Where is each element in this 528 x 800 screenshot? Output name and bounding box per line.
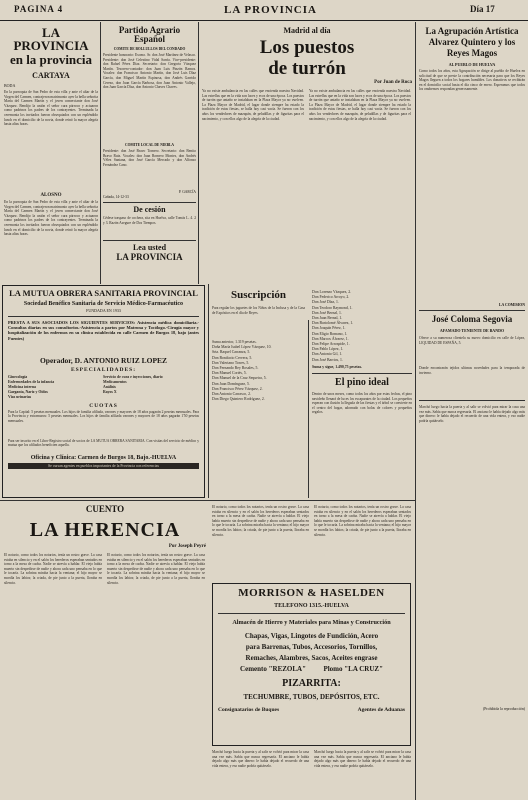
place-name: CARTAYA [32, 71, 70, 80]
ad-product: PIZARRITA: [282, 678, 341, 689]
ad-subtitle: AFAMADO TENIENTE DE BANDO [439, 328, 505, 333]
divider [419, 310, 525, 311]
ad-founded: FUNDADA EN 1933 [86, 307, 121, 313]
headline: de turrón [268, 58, 346, 79]
donor-entry: Don Antonio Gil, 1. [312, 352, 343, 357]
article-body: Ya no existe ambulancia en las calles que encienda nuestra Navidad. Las estrellas que en la vida son luces y ecos de una época. Los puestos de turrón que antaño se instalaban en la Plaza Mayor ya no vuelven. La Plaza Mayor de Madrid, el lugar donde siempre ha estado la tradición de estas fiestas, se halla hoy casi vacía. Se fueron con los años los vendedores de mazapán, de peladillas y de figuritas para el nacimiento, y con ellos algo de la alegría de la ciudad. [202, 89, 304, 121]
divider [419, 400, 525, 401]
ad-line: para Barrenas, Tubos, Accesorios, Tornillos, [245, 643, 378, 651]
specialty-item: Medicina interna [8, 384, 36, 389]
article-body: El notario, como todos los notarios, tenía un rostro grave. La casa estaba en silencio y en el salón los herederos esperaban sentados en torno a la mesa de caoba. Nadie se atrevía a hablar. El viejo había muerto sin despedirse de nadie y ahora cada uno pensaba en lo que le tocaría. La sobrina miraba hacia la ventana; el hijo mayor se mordía los labios; la criada, de pie junto a la puerta, lloraba en silencio. [314, 505, 411, 537]
headline: en la provincia [9, 52, 93, 67]
specialty-item: Vías urinarias [8, 395, 32, 400]
ad-section-title: ESPECIALIDADES: [70, 366, 137, 373]
article-body: En la parroquia de San Pedro de esta villa y ante el altar de la Virgen del Carmen, contrajeron matrimonio ayer la bella señorita María del Carmen Martín y el joven comerciante don José Vázquez. Bendijo la unión el señor cura párroco y actuaron como padrinos los padres de los contrayentes. Terminada la ceremonia los invitados fueron obsequiados con un espléndido lunch en el domicilio de la novia, donde reinó la mayor alegría hasta altas horas. [4, 200, 98, 237]
donor-column-2 [312, 290, 412, 444]
donor-entry: Don José Barrios, 1. [312, 357, 343, 362]
byline: Por Joseph Peyré [168, 544, 206, 549]
promo-line: Lea usted [132, 243, 167, 252]
donor-entry: Don Federico Arroyo, 2. [312, 295, 350, 300]
col1-article [4, 26, 98, 288]
donor-list [212, 340, 305, 402]
donor-entry: Don Antonio Carrasco, 2. [212, 392, 251, 397]
col5-article [419, 26, 525, 711]
headline: LA HERENCIA [29, 519, 181, 541]
cuento-continued [212, 505, 412, 577]
kicker: Madrid al día [283, 26, 331, 35]
donor-entry: Don Bartolomé Álvarez, 1. [312, 321, 354, 326]
article-columns [4, 553, 206, 793]
donor-entry: Don Lorenzo Vázquez, 2. [312, 290, 352, 294]
specialties-left [8, 375, 98, 401]
col2-article [103, 26, 196, 262]
subhead: COMITE DE BOLLULLOS DEL CONDADO [113, 47, 186, 51]
ad-notice: PRESTA A SUS ASOCIADOS LOS SIGUIENTES SERVICIOS: Asistencia médica domiciliaria.-Consultas diarias en sus consultorios.-Asistencia a partos por Matrona y Tocólogo.-Cirugía mayor y hospitalización de los enfermos en su clínica establecida en calle Carmen de Burgos 18, bajo (antes Fuentes) [8, 319, 199, 341]
article-body: El notario, como todos los notarios, tenía un rostro grave. La casa estaba en silencio y en el salón los herederos esperaban sentados en torno a la mesa de caoba. Nadie se atrevía a hablar. El viejo había muerto sin despedirse de nadie y ahora cada uno pensaba en lo que le tocaría. La sobrina miraba hacia la ventana; el hijo mayor se mordía los labios; la criada, de pie junto a la puerta, lloraba en silencio. [4, 553, 102, 585]
ad-body: Ofrece a su numerosa clientela su nuevo domicilio en calle de López, LIQUIDAD DE ESPAÑA, 5. [419, 336, 525, 345]
donor-entry: Don Felipe Arrospide, 1. [312, 342, 350, 347]
donor-entry: Don Diego Quintero Rodríguez, 2. [212, 397, 265, 402]
donor-entry: Don Francisco Pérez Vázquez, 2. [212, 386, 263, 391]
ad-title: MORRISON & HASELDEN [238, 587, 385, 599]
donor-entry: Srta. Raquel Carranza, 5. [212, 350, 251, 355]
signature: LA COMISION [498, 303, 525, 307]
page-header [0, 0, 528, 21]
ad-footer [218, 707, 405, 713]
ad-title: José Coloma Segovia [431, 314, 513, 324]
date-label: Día 17 [470, 4, 495, 14]
donor-entry: Don Juan Domínguez, 5. [212, 381, 250, 386]
ad-fees: Para la Capital: 5 pesetas mensuales. Los hijos de familia afiliada, varones y mayores de 18 años pagarán 2 pesetas mensuales. Para la Provincia y extramuros: 5 pesetas mensuales. Los hijos de familia afiliada varones y mayores de 18 años pagarán 1'50 pesetas mensuales. [8, 409, 199, 423]
article-body: Ya no existe ambulancia en las calles que encienda nuestra Navidad. Las estrellas que en la vida son luces y ecos de una época. Los puestos de turrón que antaño se instalaban en la Plaza Mayor ya no vuelven. La Plaza Mayor de Madrid, el lugar donde siempre ha estado la tradición de estas fiestas, se halla hoy casi vacía. Se fueron con los años los vendedores de mazapán, de peladillas y de figuritas para el nacimiento, y con ellos algo de la alegría de la ciudad. [309, 89, 411, 121]
donor-entry: Don Eligio Romano, 1. [312, 331, 348, 336]
signature: P. GARCÍA [178, 190, 196, 194]
dateline: Cañada, 14-12-33 [103, 195, 129, 199]
article-body: Marchó luego hacia la puerta y al salir se volvió para mirar la casa una vez más. Sabía que nunca regresaría. El anciano le había dejado algo más que dinero: le había dejado el recuerdo de una vida entera, y eso nadie podría quitárselo. [314, 750, 411, 768]
donor-entry: Don Bonifacio Cervera, 5. [212, 355, 253, 360]
place-name: ALOSNO [40, 193, 62, 198]
ad-tagline: Almacén de Hierro y Materiales para Minas y Construcción [232, 619, 391, 626]
article-columns [202, 89, 412, 267]
article-body: En la parroquia de San Pedro de esta villa y ante el altar de la Virgen del Carmen, contrajeron matrimonio ayer la bella señorita María del Carmen Martín y el joven comerciante don José Vázquez. Bendijo la unión el señor cura párroco y actuaron como padrinos los padres de los contrayentes. Terminada la ceremonia los invitados fueron obsequiados con un espléndido lunch en el domicilio de la novia, donde reinó la mayor alegría hasta altas horas. [4, 90, 98, 127]
donor-entry: Don Teodoro Raymond, 1. [312, 305, 353, 310]
ad-footer: Se cursan agentes en pueblos importantes de la Provincia con referencias [8, 463, 199, 469]
donor-entry: Doña María Isabel López Vázquez, 10. [212, 345, 272, 350]
specialty-item: Ginecología [8, 374, 28, 379]
credit-note: (Prohibida la reproducción) [483, 707, 525, 711]
column-rule [208, 284, 209, 498]
article-body: El notario, como todos los notarios, tenía un rostro grave. La casa estaba en silencio y en el salón los herederos esperaban sentados en torno a la mesa de caoba. Nadie se atrevía a hablar. El viejo había muerto sin despedirse de nadie y ahora cada uno pensaba en lo que le tocaría. La sobrina miraba hacia la ventana; el hijo mayor se mordía los labios; la criada, de pie junto a la puerta, lloraba en silencio. [212, 505, 309, 537]
subhead: BODA [4, 83, 16, 88]
divider [8, 316, 199, 317]
donor-entry: Don Manuel de la Cruz Sequeira, 5. [212, 376, 267, 381]
specialty-item: Garganta, Nariz y Oídos [8, 390, 48, 395]
cuento-article [4, 505, 206, 793]
ad-line: Chapas, Vigas, Lingotes de Fundición, Acero [244, 632, 379, 640]
column-rule [308, 320, 309, 498]
headline: La Agrupación Artística Alvarez Quintero y los Reyes Magos [425, 26, 519, 58]
divider [0, 500, 415, 501]
donor-entry: Don Marcos Álvarez, 1. [312, 336, 349, 341]
subhead: COMITE LOCAL DE NIEBLA [124, 143, 175, 147]
specialties-right [103, 375, 199, 401]
ad-subtitle: Sociedad Benéfico Sanitaria de Servicio Médico-Farmacéutico [23, 300, 184, 307]
donor-entry: Don Fernando Rey Rosales, 5. [212, 366, 259, 371]
article-body: Marchó luego hacia la puerta y al salir se volvió para mirar la casa una vez más. Sabía que nunca regresaría. El anciano le había dejado algo más que dinero: le había dejado el recuerdo de una vida entera, y eso nadie podría quitárselo. [212, 750, 309, 768]
column-rule [415, 22, 416, 800]
article-body: Dentro de unos meses, como todos los años por estas fechas, el pino navideño llenará de luces los escaparates de la ciudad. Los pequeños esperan con ilusión la llegada de las fiestas y el árbol se convierte en el centro del hogar, adornado con bolas de colores y pequeños regalos. [312, 392, 412, 415]
morrison-ad [212, 583, 411, 746]
ad-title: LA MUTUA OBRERA SANITARIA PROVINCIAL [9, 288, 198, 298]
divider [103, 202, 196, 203]
column-rule [198, 22, 199, 284]
page-number: PAGINA 4 [14, 4, 64, 14]
headline: Los puestos [259, 37, 355, 58]
promo-line: LA PROVINCIA [116, 252, 183, 262]
article-body: Presidente honorario: Excmo. Sr. don José Martínez de Velasco. Presidente: don José Celestino Vidal Sarría. Vice-presidente: don Rafael Pérez Díaz. Secretario: don Gregorio Vázquez Martín. Tesorero-contador: don Juan Luis Pinzón Ramos. Vocales: don Francisco Antonio Martín, don José Luis Díaz García, don Miguel Martín Espinosa, don Andrés Garrido Cerezo, don Juan García Barbosa, don Juan Antonio Vallejo, don Juan García Díaz, don Antonio Chaves Chaves. [103, 53, 196, 90]
ad-line: Cemento "REZOLA" Plomo "LA CRUZ" [240, 665, 383, 673]
section-label: CUENTO [85, 504, 125, 514]
ad-section-title: CUOTAS [89, 402, 118, 409]
specialties-lists [8, 375, 199, 401]
ad-body: Cédese traspaso de cochera, sita en Huelva, calle Tomás L. 4. 2 y 3. Razón Asegure de Dos Tiempos. [103, 216, 196, 225]
donor-entry: Don Juan Bernal, 1. [312, 316, 343, 321]
ad-title: De cesión [133, 205, 166, 214]
byline: Por Juan de Roca [374, 80, 412, 85]
specialty-item: Enfermedades de la infancia [8, 379, 55, 384]
donor-entry: Don Manuel Cortés, 5. [212, 371, 247, 376]
donor-entry: Don Joaquín Pérez, 1. [312, 326, 346, 331]
section-intro: Para regalar los juguetes de los Niños de la Inclusa y de la Casa de Expósitos en el día de Reyes. [212, 306, 305, 315]
ad-footer-left: Consignatarios de Buques [218, 707, 280, 713]
donor-entry: Suma anterior, 1.319 pesetas. [212, 340, 257, 344]
column-rule [100, 22, 101, 284]
ad-operator: Operador, D. ANTONIO RUIZ LOPEZ [39, 355, 168, 365]
mutua-ad [2, 285, 205, 498]
cuento-continued-bottom [212, 750, 412, 796]
ad-address: Oficina y Clínica: Carmen de Burgos 18, Bajo.-HUELVA [30, 454, 177, 461]
specialty-item: Servicio de cura e inyecciones, diario [103, 374, 163, 379]
ad-line: TECHUMBRE, TUBOS, DEPÓSITOS, ETC. [243, 693, 380, 701]
article-body: Como todos los años, esta Agrupación se dirige al pueblo de Huelva en solicitud de que se preste la contribución necesaria para que los Reyes Magos lleguen a todos los hogares humildes. Los donativos se recibirán en el domicilio social hasta el día cinco de enero. Esperamos que todos los onubenses respondan generosamente. [419, 69, 525, 92]
donor-entry: Don Valeriano Torres, 5. [212, 360, 250, 365]
turron-article [202, 26, 412, 267]
headline: Partido Agrario Español [118, 25, 181, 44]
specialty-item: Análisis [103, 384, 116, 389]
donor-list [312, 290, 412, 363]
ad-footer-right: Agentes de Aduanas [357, 707, 405, 713]
ad-body: Donde encontrarán tejidos ultimas novedades para la temporada de invierno. [419, 366, 525, 375]
section-title: Suscripción [230, 289, 286, 301]
donor-entry: Don José Bernal, 1. [312, 310, 342, 315]
article-body: Presidente: don José Bravo Tornero. Secretario: don Benito Bravo Ruiz. Vocales: don Juan Romero Montes, don Andrés Vélez Santana, don José García Mercado y don Alfonso Fernández Cano. [103, 149, 196, 167]
article-body: El notario, como todos los notarios, tenía un rostro grave. La casa estaba en silencio y en el salón los herederos esperaban sentados en torno a la mesa de caoba. Nadie se atrevía a hablar. El viejo había muerto sin despedirse de nadie y ahora cada uno pensaba en lo que le tocaría. La sobrina miraba hacia la ventana; el hijo mayor se mordía los labios; la criada, de pie junto a la puerta, lloraba en silencio. [107, 553, 205, 585]
article-body: Marchó luego hacia la puerta y al salir se volvió para mirar la casa una vez más. Sabía que nunca regresaría. El anciano le había dejado algo más que dinero: le había dejado el recuerdo de una vida entera, y eso nadie podría quitárselo. [419, 405, 525, 423]
divider [312, 373, 412, 374]
subhead: AL PUEBLO DE HUELVA [448, 62, 496, 67]
donation-total: Suma y sigue, 1.490,75 pesetas. [312, 364, 362, 369]
specialty-item: Rayos X [103, 390, 117, 395]
donor-entry: Don Pablo López, 1. [312, 347, 344, 352]
ad-line: Remaches, Alambres, Sacos, Aceites engrase [245, 654, 378, 662]
ad-phone: TELEFONO 1315.-HUELVA [274, 603, 349, 609]
donor-entry: Don José Díaz, 1. [312, 300, 339, 305]
headline: LA PROVINCIA [13, 25, 89, 53]
suscripcion-column [212, 290, 305, 402]
divider [103, 240, 196, 241]
section-title: El pino ideal [335, 377, 389, 389]
divider [218, 613, 405, 614]
ad-services-note: Para ser inscrito en el Libro-Registro social de socios de LA MUTUA OBRERA SANITARIA. Con visitas del servicio de médico y mutua que los afiliados beneficien aquella. [8, 438, 199, 448]
masthead: LA PROVINCIA [224, 4, 317, 16]
specialty-item: Medicamentos [103, 379, 127, 384]
